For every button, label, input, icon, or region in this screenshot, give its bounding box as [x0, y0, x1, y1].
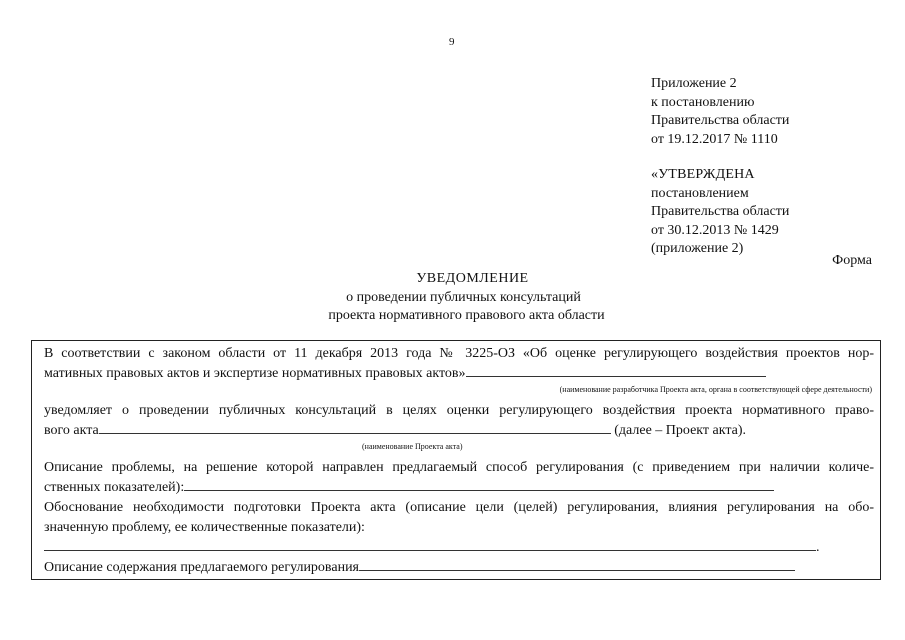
caption-developer: (наименование разработчика Проекта акта, органа в соответствующей сфере деятельности) — [559, 385, 872, 394]
notice-p1-line-1: В соответствии с законом области от 11 декабря 2013 года № 3225-ОЗ «Об оценке регулирующего воздействия проектов нор- — [44, 346, 874, 361]
notice-content — [44, 344, 874, 578]
approved-line-5: (приложение 2) — [651, 241, 744, 256]
act-name-field[interactable] — [99, 421, 611, 434]
document-subtitle-1: о проведении публичных консультаций — [346, 289, 581, 305]
notice-p4-line-2: значенную проблему, ее количественные показатели): — [44, 520, 365, 535]
justification-field[interactable] — [44, 538, 816, 551]
regulation-content-field[interactable] — [359, 558, 795, 571]
notice-p3-line-1: Описание проблемы, на решение которой направлен предлагаемый способ регулирования (с приведением при наличии количе- — [44, 460, 874, 475]
form-label: Форма — [832, 253, 872, 268]
appendix-line-3: Правительства области — [651, 113, 790, 128]
notice-p2-line-2 — [44, 421, 874, 441]
appendix-line-2: к постановлению — [651, 94, 755, 110]
appendix-line-4: от 19.12.2017 № 1110 — [651, 131, 778, 147]
notice-p3-line-2-text: ственных показателей): — [44, 480, 185, 495]
page-number: 9 — [449, 36, 455, 48]
notice-p4-line-3 — [44, 538, 874, 558]
approved-line-4: от 30.12.2013 № 1429 — [651, 222, 779, 238]
approved-line-3: Правительства области — [651, 204, 790, 219]
document-subtitle-2: проекта нормативного правового акта области — [328, 308, 605, 323]
notice-p5-line-1 — [44, 558, 874, 578]
notice-p4-line-1: Обоснование необходимости подготовки Проекта акта (описание цели (целей) регулирования, влияния регулирования на обо- — [44, 500, 874, 515]
caption-act: (наименование Проекта акта) — [362, 442, 463, 451]
notice-p4-line-3-end: . — [816, 540, 820, 555]
approved-line-1: «УТВЕРЖДЕНА — [651, 167, 755, 182]
notice-p1-line-2 — [44, 364, 874, 384]
notice-p1-line-2-text: мативных правовых актов и экспертизе нормативных правовых актов» — [44, 366, 466, 381]
document-title: УВЕДОМЛЕНИЕ — [416, 271, 529, 286]
notice-p2-line-2-start: вого акта — [44, 423, 99, 438]
problem-description-field[interactable] — [184, 478, 774, 491]
developer-name-field[interactable] — [466, 364, 766, 377]
appendix-line-1: Приложение 2 — [651, 76, 737, 91]
notice-p5-line-1-text: Описание содержания предлагаемого регулирования — [44, 560, 359, 575]
notice-p2-line-2-end: (далее – Проект акта). — [614, 423, 747, 438]
approved-block — [651, 166, 789, 259]
appendix-block — [651, 75, 789, 149]
notice-p2-line-1: уведомляет о проведении публичных консультаций в целях оценки регулирующего воздействия проекта нормативного право- — [44, 403, 874, 418]
approved-line-2: постановлением — [651, 185, 749, 201]
notice-p3-line-2 — [44, 478, 874, 498]
title-block — [0, 270, 905, 326]
